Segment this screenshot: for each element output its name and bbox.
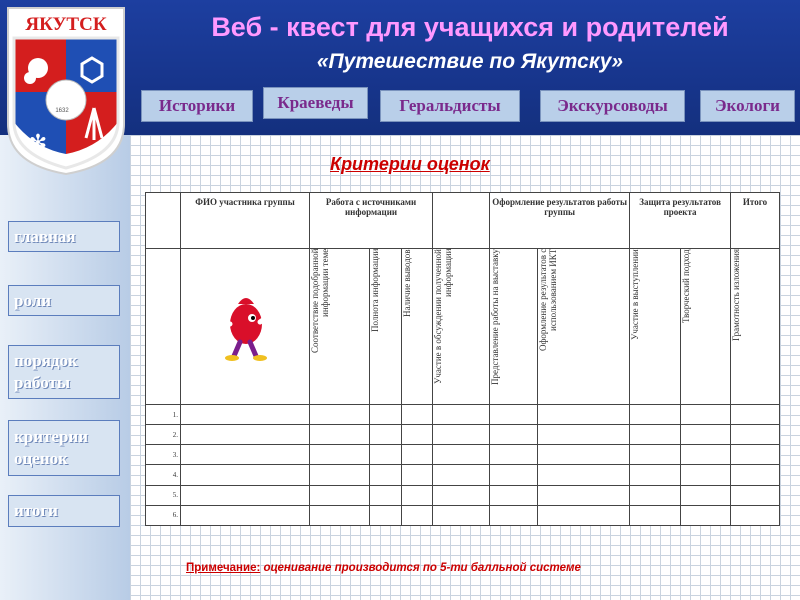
score-cell[interactable] (731, 505, 780, 525)
crest-year: 1632 (55, 108, 69, 114)
criterion-cell (680, 249, 730, 405)
nav-work-order[interactable]: порядок работы (8, 345, 120, 399)
row-number: 2. (146, 425, 181, 445)
score-cell[interactable] (630, 405, 680, 425)
score-cell[interactable] (490, 505, 538, 525)
criterion-cell (370, 249, 401, 405)
score-cell[interactable] (310, 425, 370, 445)
score-cell[interactable] (680, 405, 730, 425)
criterion-label: Представление работы на выставку (490, 249, 501, 386)
header-defense: Защита результатов проекта (630, 193, 731, 249)
header-design: Оформление результатов работы группы (490, 193, 630, 249)
row-number: 5. (146, 485, 181, 505)
score-cell[interactable] (490, 465, 538, 485)
table-row (146, 425, 780, 445)
score-cell[interactable] (731, 485, 780, 505)
footnote-label: Примечание: (186, 562, 261, 574)
score-cell[interactable] (538, 485, 630, 505)
score-cell[interactable] (310, 445, 370, 465)
criterion-cell (401, 249, 433, 405)
score-cell[interactable] (433, 445, 490, 465)
table-row (146, 445, 780, 465)
page-title: Веб - квест для учащихся и родителей (211, 12, 729, 42)
score-cell[interactable] (538, 465, 630, 485)
score-cell[interactable] (731, 425, 780, 445)
fio-cell[interactable] (181, 425, 310, 445)
row-number: 6. (146, 505, 181, 525)
score-cell[interactable] (490, 405, 538, 425)
score-cell[interactable] (538, 445, 630, 465)
score-cell[interactable] (630, 485, 680, 505)
mascot-icon (210, 286, 280, 366)
score-cell[interactable] (538, 505, 630, 525)
table-row (146, 505, 780, 525)
score-cell[interactable] (433, 405, 490, 425)
tab-local-historians[interactable]: Краеведы (263, 87, 368, 119)
header-total: Итого (731, 193, 780, 249)
score-cell[interactable] (370, 505, 401, 525)
criterion-cell (490, 249, 538, 405)
score-cell[interactable] (370, 425, 401, 445)
criterion-label: Участие в обсуждении полученной информации (433, 249, 454, 384)
criterion-label: Соответствие подобранной информации теме (310, 249, 330, 354)
tab-heraldists[interactable]: Геральдисты (380, 90, 520, 122)
nav-criteria[interactable]: критерии оценок (8, 420, 120, 476)
score-cell[interactable] (401, 425, 433, 445)
score-cell[interactable] (680, 425, 730, 445)
criteria-table (145, 192, 780, 526)
criterion-cell (310, 249, 370, 405)
score-cell[interactable] (433, 465, 490, 485)
score-cell[interactable] (310, 465, 370, 485)
table-header-row (146, 193, 780, 249)
criterion-label: Оформление результатов с использованием ИКТ (538, 249, 559, 352)
fio-cell[interactable] (181, 505, 310, 525)
score-cell[interactable] (370, 465, 401, 485)
criterion-label: Творческий подход (680, 249, 691, 323)
criterion-cell (630, 249, 680, 405)
score-cell[interactable] (680, 465, 730, 485)
score-cell[interactable] (731, 405, 780, 425)
row-number: 1. (146, 405, 181, 425)
score-cell[interactable] (310, 405, 370, 425)
score-cell[interactable] (433, 425, 490, 445)
table-row (146, 485, 780, 505)
score-cell[interactable] (490, 485, 538, 505)
score-cell[interactable] (680, 505, 730, 525)
score-cell[interactable] (370, 445, 401, 465)
score-cell[interactable] (731, 465, 780, 485)
criterion-cell (731, 249, 780, 405)
criterion-cell (538, 249, 630, 405)
mascot-cell (181, 249, 310, 405)
score-cell[interactable] (433, 505, 490, 525)
header-gap (433, 193, 490, 249)
tab-guides[interactable]: Экскурсоводы (540, 90, 685, 122)
score-cell[interactable] (310, 505, 370, 525)
score-cell[interactable] (630, 445, 680, 465)
criterion-label: Участие в выступлении (630, 249, 641, 340)
fio-cell[interactable] (181, 405, 310, 425)
score-cell[interactable] (401, 405, 433, 425)
section-title: Критерии оценок (330, 154, 490, 174)
score-cell[interactable] (630, 465, 680, 485)
header-fio: ФИО участника группы (181, 193, 310, 249)
score-cell[interactable] (370, 405, 401, 425)
score-cell[interactable] (310, 485, 370, 505)
header-sources: Работа с источниками информации (310, 193, 433, 249)
page-subtitle: «Путешествие по Якутску» (316, 50, 624, 73)
footnote (186, 562, 581, 574)
score-cell[interactable] (401, 445, 433, 465)
score-cell[interactable] (538, 425, 630, 445)
score-cell[interactable] (630, 425, 680, 445)
score-cell[interactable] (630, 505, 680, 525)
score-cell[interactable] (731, 445, 780, 465)
score-cell[interactable] (401, 485, 433, 505)
fio-cell[interactable] (181, 485, 310, 505)
score-cell[interactable] (433, 485, 490, 505)
crest-title: ЯКУТСК (25, 14, 107, 35)
criterion-label: Грамотность изложения (731, 249, 741, 341)
tab-ecologists[interactable]: Экологи (700, 90, 795, 122)
score-cell[interactable] (680, 445, 730, 465)
score-cell[interactable] (490, 425, 538, 445)
score-cell[interactable] (490, 445, 538, 465)
score-cell[interactable] (680, 485, 730, 505)
nav-results[interactable]: итоги (8, 495, 120, 527)
header-corner (146, 193, 181, 249)
footnote-text: оценивание производится по 5-ти балльной системе (260, 562, 581, 574)
criterion-label: Полнота информации (370, 249, 381, 333)
criterion-label: Наличие выводов (401, 249, 412, 317)
nav-main[interactable]: главная (8, 221, 120, 252)
criteria-row (146, 249, 780, 405)
score-cell[interactable] (538, 405, 630, 425)
svg-text:✻: ✻ (28, 130, 48, 155)
row-number: 4. (146, 465, 181, 485)
nav-roles[interactable]: роли (8, 285, 120, 316)
fio-cell[interactable] (181, 445, 310, 465)
tab-historians[interactable]: Историки (141, 90, 253, 122)
criteria-corner (146, 249, 181, 405)
score-cell[interactable] (401, 465, 433, 485)
row-number: 3. (146, 445, 181, 465)
score-cell[interactable] (401, 505, 433, 525)
score-cell[interactable] (370, 485, 401, 505)
table-row (146, 465, 780, 485)
table-row (146, 405, 780, 425)
criterion-cell (433, 249, 490, 405)
fio-cell[interactable] (181, 465, 310, 485)
